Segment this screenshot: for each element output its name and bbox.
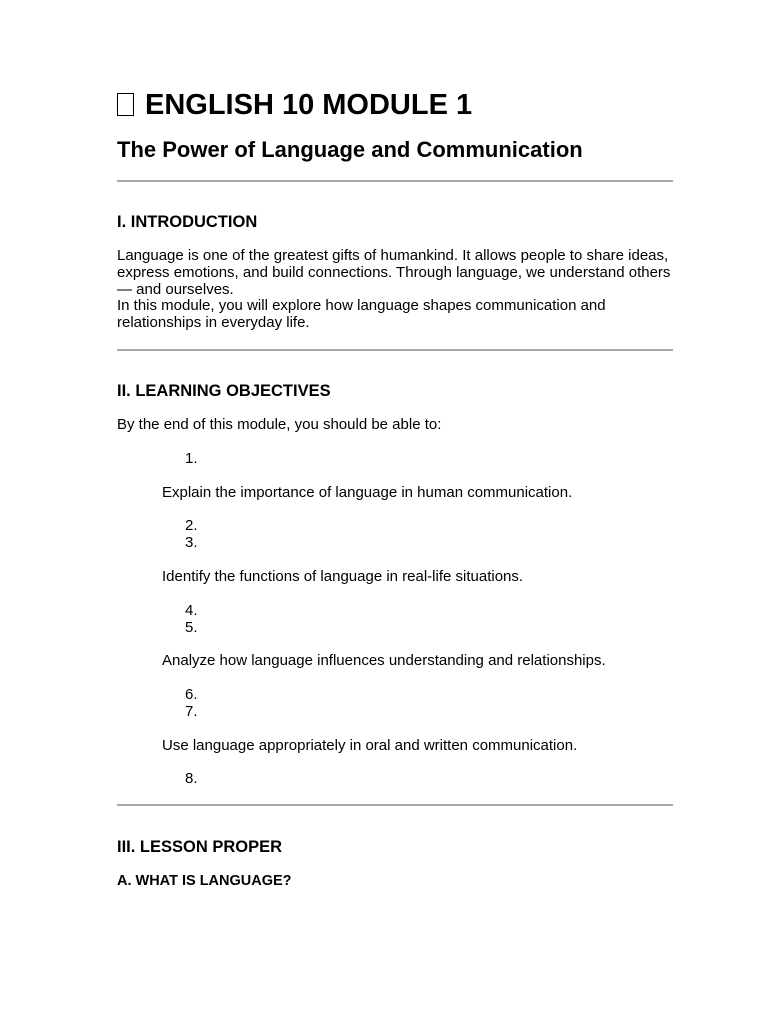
section-divider [117,349,673,351]
introduction-paragraph [117,248,673,332]
section-divider [117,804,673,806]
objective-item: Use language appropriately in oral and written communication. [162,737,578,754]
section-divider [117,180,673,182]
introduction-heading: I. INTRODUCTION [117,213,258,231]
introduction-text-1: Language is one of the greatest gifts of humankind. It allows people to share ideas, express emotions, and build connections. Through language, we understand others — and ourselves. [117,247,671,298]
introduction-text-2: In this module, you will explore how language shapes communication and relationships in everyday life. [117,297,606,332]
list-number: 7. [185,703,198,720]
list-number: 3. [185,534,198,551]
list-number: 4. [185,602,198,619]
lesson-heading: III. LESSON PROPER [117,838,283,856]
missing-glyph-icon [117,93,134,116]
list-number: 8. [185,770,198,787]
document-title-text: ENGLISH 10 MODULE 1 [145,89,473,121]
objectives-intro: By the end of this module, you should be able to: [117,416,442,433]
objectives-heading: II. LEARNING OBJECTIVES [117,382,331,400]
objective-item: Identify the functions of language in real-life situations. [162,568,524,585]
list-number: 5. [185,619,198,636]
list-number: 6. [185,686,198,703]
lesson-subheading: A. WHAT IS LANGUAGE? [117,873,292,889]
document-subtitle: The Power of Language and Communication [117,137,583,162]
list-number: 2. [185,517,198,534]
list-number: 1. [185,450,198,467]
document-title [117,87,472,123]
objective-item: Explain the importance of language in human communication. [162,484,573,501]
objective-item: Analyze how language influences understanding and relationships. [162,652,606,669]
